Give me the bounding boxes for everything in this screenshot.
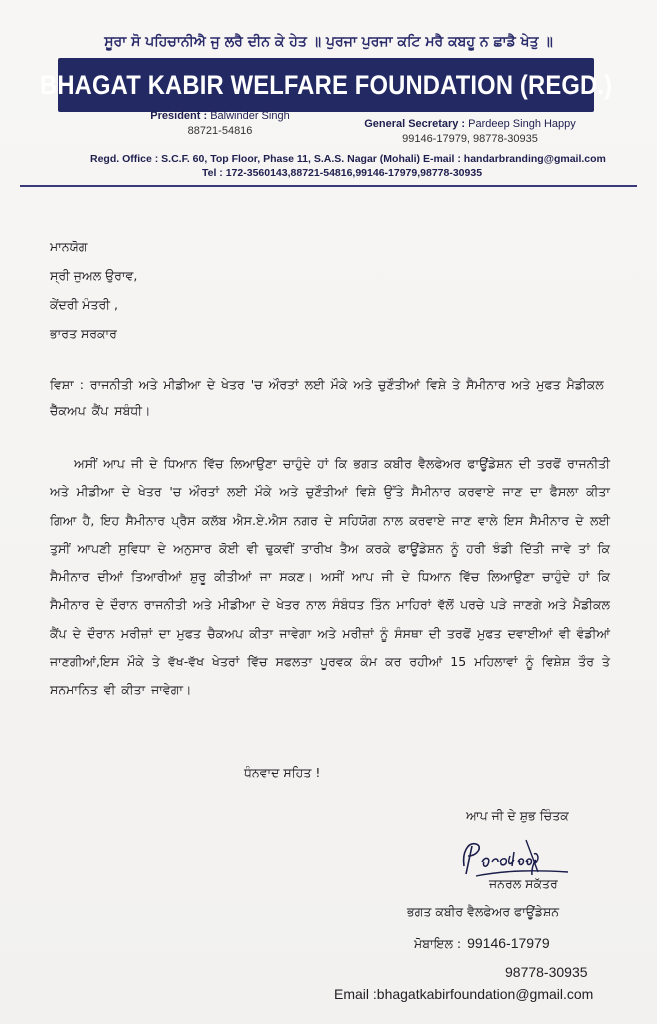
thanks-line: ਧੰਨਵਾਦ ਸਹਿਤ ! xyxy=(244,765,321,780)
recipient-name: ਸ੍ਰੀ ਜੁਅਲ ਉਰਾਵ, xyxy=(50,268,138,283)
mobile-label: ਮੋਬਾਇਲ : xyxy=(414,936,462,951)
signatory-mobile xyxy=(414,935,657,952)
president-role: President : xyxy=(150,110,211,122)
organization-name: BHAGAT KABIR WELFARE FOUNDATION (REGD.) xyxy=(39,69,613,100)
secretary-phone: 99146-17979, 98778-30935 xyxy=(402,133,538,145)
closing-line: ਆਪ ਜੀ ਦੇ ਸ਼ੁਭ ਚਿੰਤਕ xyxy=(466,808,569,823)
president-phone: 88721-54816 xyxy=(187,125,253,137)
subject-line: ਵਿਸ਼ਾ : ਰਾਜਨੀਤੀ ਅਤੇ ਮੀਡੀਆ ਦੇ ਖੇਤਰ 'ਚ ਔਰਤਾਂ ਲਈ ਮੌਕੇ ਅਤੇ ਚੁਣੌਤੀਆਂ ਵਿਸ਼ੇ ਤੇ ਸੈਮੀਨਾਰ ਅਤੇ ਮੁਫਤ ਮੈਡੀਕਲ ਚੈੱਕਅਪ ਕੈਂਪ ਸਬੰਧੀ। xyxy=(50,377,604,418)
recipient-designation: ਕੇਂਦਰੀ ਮੰਤਰੀ , xyxy=(50,297,118,312)
office-address-block xyxy=(90,152,606,180)
recipient-government: ਭਾਰਤ ਸਰਕਾਰ xyxy=(50,326,117,341)
mobile-number-1: 99146-17979 xyxy=(467,935,550,951)
handwritten-signature xyxy=(456,832,576,882)
letter-body xyxy=(50,450,610,705)
secretary-name: Pardeep Singh Happy xyxy=(468,118,576,130)
president-name: Balwinder Singh xyxy=(210,110,290,122)
mobile-number-2: 98778-30935 xyxy=(505,964,588,980)
president-block xyxy=(130,109,310,139)
recipient-address xyxy=(50,232,137,348)
secretary-block xyxy=(350,117,590,147)
secretary-role: General Secretary : xyxy=(364,118,469,130)
organization-banner xyxy=(39,58,613,112)
body-text: ਅਸੀਂ ਆਪ ਜੀ ਦੇ ਧਿਆਨ ਵਿੱਚ ਲਿਆਉਣਾ ਚਾਹੁੰਦੇ ਹਾਂ ਕਿ ਭਗਤ ਕਬੀਰ ਵੈਲਫੇਅਰ ਫਾਊਂਡੇਸ਼ਨ ਦੀ ਤਰਫੋਂ ਰਾਜਨੀਤੀ ਅਤੇ ਮੀਡੀਆ ਦੇ ਖੇਤਰ 'ਚ ਔਰਤਾਂ ਲਈ ਮੌਕੇ ਅਤੇ ਚੁਣੌਤੀਆਂ ਵਿਸ਼ੇ ਉੱਤੇ ਸੈਮੀਨਾਰ ਕਰਵਾਏ ਜਾਣ ਦਾ ਫੈਸਲਾ ਕੀਤਾ ਗਿਆ ਹੈ, ਇਹ ਸੈਮੀਨਾਰ ਪ੍ਰੈਸ ਕਲੱਬ ਐਸ.ਏ.ਐਸ ਨਗਰ ਦੇ ਸਹਿਯੋਗ ਨਾਲ ਕਰਵਾਏ ਜਾਣ ਵਾਲੇ ਇਸ ਸੈਮੀਨਾਰ ਦੇ ਲਈ ਤੁਸੀਂ ਆਪਣੀ ਸੁਵਿਧਾ ਦੇ ਅਨੁਸਾਰ ਕੋਈ ਵੀ ਢੁਕਵੀਂ ਤਾਰੀਖ ਤੈਅ ਕਰਕੇ ਫਾਊਂਡੇਸ਼ਨ ਨੂੰ ਹਰੀ ਝੰਡੀ ਦਿੱਤੀ ਜਾਵੇ ਤਾਂ ਕਿ ਸੈਮੀਨਾਰ ਦੀਆਂ ਤਿਆਰੀਆਂ ਸ਼ੁਰੂ ਕੀਤੀਆਂ ਜਾ ਸਕਣ। ਅਸੀਂ ਆਪ ਜੀ ਦੇ ਧਿਆਨ ਵਿੱਚ ਲਿਆਉਣਾ ਚਾਹੁੰਦੇ ਹਾਂ ਕਿ ਸੈਮੀਨਾਰ ਦੇ ਦੌਰਾਨ ਰਾਜਨੀਤੀ ਅਤੇ ਮੀਡੀਆ ਦੇ ਖੇਤਰ ਨਾਲ ਸੰਬੰਧਤ ਤਿੰਨ ਮਾਹਿਰਾਂ ਵੱਲੋਂ ਪਰਚੇ ਪੜੇ ਜਾਣਗੇ ਅਤੇ ਮੈਡੀਕਲ ਕੈਂਪ ਦੇ ਦੌਰਾਨ ਮਰੀਜ਼ਾਂ ਦਾ ਮੁਫਤ ਚੈਕਅਪ ਕੀਤਾ ਜਾਵੇਗਾ ਅਤੇ ਮਰੀਜ਼ਾਂ ਨੂੰ ਸੰਸਥਾ ਦੀ ਤਰਫੋਂ ਮੁਫਤ ਦਵਾਈਆਂ ਵੀ ਵੰਡੀਆਂ ਜਾਣਗੀਆਂ,ਇਸ ਮੌਕੇ ਤੇ ਵੱਖ-ਵੱਖ ਖੇਤਰਾਂ ਵਿੱਚ ਸਫਲਤਾ ਪੂਰਵਕ ਕੰਮ ਕਰ ਰਹੀਆਂ 15 ਮਹਿਲਾਵਾਂ ਨੂੰ ਵਿਸ਼ੇਸ਼ ਤੌਰ ਤੇ ਸਨਮਾਨਿਤ ਵੀ ਕੀਤਾ ਜਾਵੇਗਾ। xyxy=(50,456,610,698)
telephone-numbers: Tel : 172-3560143,88721-54816,99146-17979,98778-30935 xyxy=(202,167,483,179)
header-divider xyxy=(20,185,637,187)
signatory-organization: ਭਗਤ ਕਬੀਰ ਵੈਲਫੇਅਰ ਫਾਊਂਡੇਸ਼ਨ xyxy=(407,904,560,919)
signatory-title: ਜਨਰਲ ਸਕੱਤਰ xyxy=(489,876,558,891)
regd-office: Regd. Office : S.C.F. 60, Top Floor, Phase 11, S.A.S. Nagar (Mohali) E-mail : handarbranding@gmail.com xyxy=(90,153,606,165)
gurbani-motto: ਸੂਰਾ ਸੋ ਪਹਿਚਾਨੀਐ ਜੁ ਲਰੈ ਦੀਨ ਕੇ ਹੇਤ ॥ ਪੁਰਜਾ ਪੁਰਜਾ ਕਟਿ ਮਰੈ ਕਬਹੂ ਨ ਛਾਡੈ ਖੇਤੁ ॥ xyxy=(104,34,553,50)
signatory-email: Email :bhagatkabirfoundation@gmail.com xyxy=(334,986,594,1002)
salutation: ਮਾਨਯੋਗ xyxy=(50,239,88,254)
